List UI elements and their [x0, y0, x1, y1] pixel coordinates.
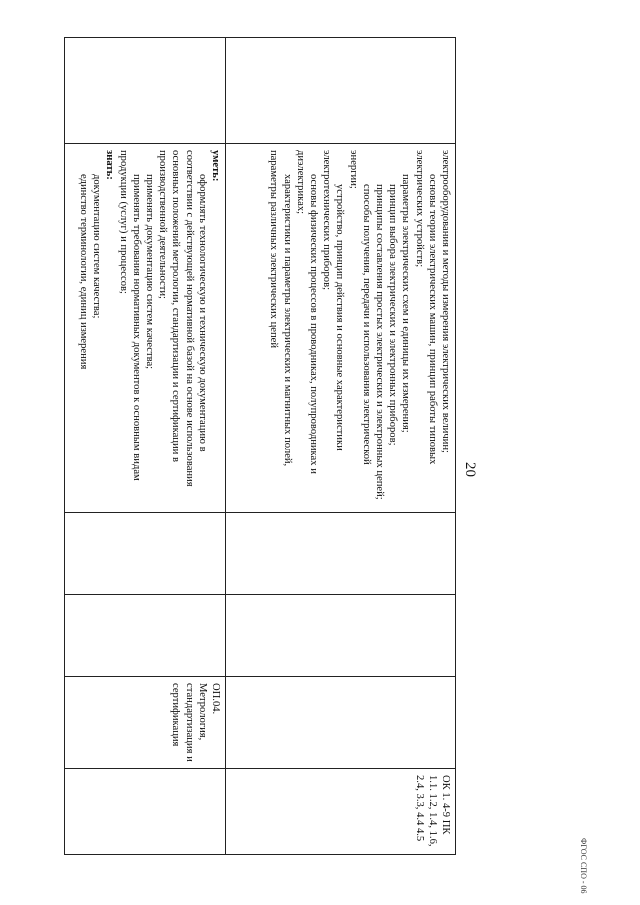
row2-content-cell	[65, 144, 226, 513]
row1-line: электрооборудования и методы измерения электрических величин;	[440, 150, 451, 453]
row2-content	[116, 150, 208, 506]
row2-znat-line: единство терминологии, единиц измерения	[77, 174, 89, 370]
row1-line: способы получения, передачи и использования электрической энергии;	[347, 150, 372, 465]
row1-line: устройство, принцип действия и основные характеристики электротехнических приборов;	[321, 150, 346, 451]
row1-discipline-cell	[226, 677, 456, 769]
row1-line: принципы составления простых электрических и электронных цепей;	[373, 184, 385, 500]
row2-znat-line: документацию систем качества;	[91, 174, 103, 319]
row1-line: параметры электрических схем и единицы их измерения;	[400, 174, 412, 433]
row2-hours-cell	[65, 513, 226, 595]
row2-discipline-cell	[65, 677, 226, 769]
row1-line: принцип выбора электрических и электронных приборов;	[387, 184, 399, 446]
footer-code: ФГОС СПО - 06	[579, 838, 588, 894]
row1-index-cell	[226, 38, 456, 144]
row1-hours2-cell	[226, 595, 456, 677]
table-row	[226, 38, 456, 855]
row2-discipline: ОП.04. Метрология, стандартизация и сертификация	[170, 683, 221, 762]
row2-line: применять документацию систем качества;	[143, 174, 155, 370]
row1-line: характеристики и параметры электрических и магнитных полей, параметры различных электрических цепей	[268, 150, 293, 467]
page-number: 20	[462, 462, 478, 477]
row1-content-cell	[226, 144, 456, 513]
row1-hours-cell	[226, 513, 456, 595]
row2-competencies-cell	[65, 769, 226, 855]
row1-content	[267, 150, 452, 506]
rotated-page	[65, 37, 456, 854]
row2-index-cell	[65, 38, 226, 144]
umet-header: уметь:	[210, 150, 221, 182]
row1-line: основы физических процессов в проводниках, полупроводниках и диэлектриках;	[294, 150, 319, 474]
curriculum-table	[64, 37, 456, 855]
row1-line: основы теории электрических машин, принцип работы типовых электрических устройств;	[413, 150, 438, 465]
row2-znat-content	[77, 150, 103, 506]
znat-header: знать:	[104, 150, 116, 180]
table-container	[65, 37, 456, 854]
table-row	[65, 38, 226, 855]
row2-hours2-cell	[65, 595, 226, 677]
row1-competencies-cell	[226, 769, 456, 855]
row2-line: оформлять технологическую и техническую документацию в соответствии с действующей нормативной базой на основе использования основных положений метрологии, стандартизации и сертификации в производственной деятельности;	[157, 150, 208, 487]
row2-line: применять требования нормативных документов к основным видам продукции (услуг) и процессов;	[117, 150, 142, 481]
row1-competencies: ОК 1. 4-9 ПК 1.1. 1.2, 1.4, 1.6, 2.4, 3.3, 4.4 4.5	[413, 775, 451, 847]
